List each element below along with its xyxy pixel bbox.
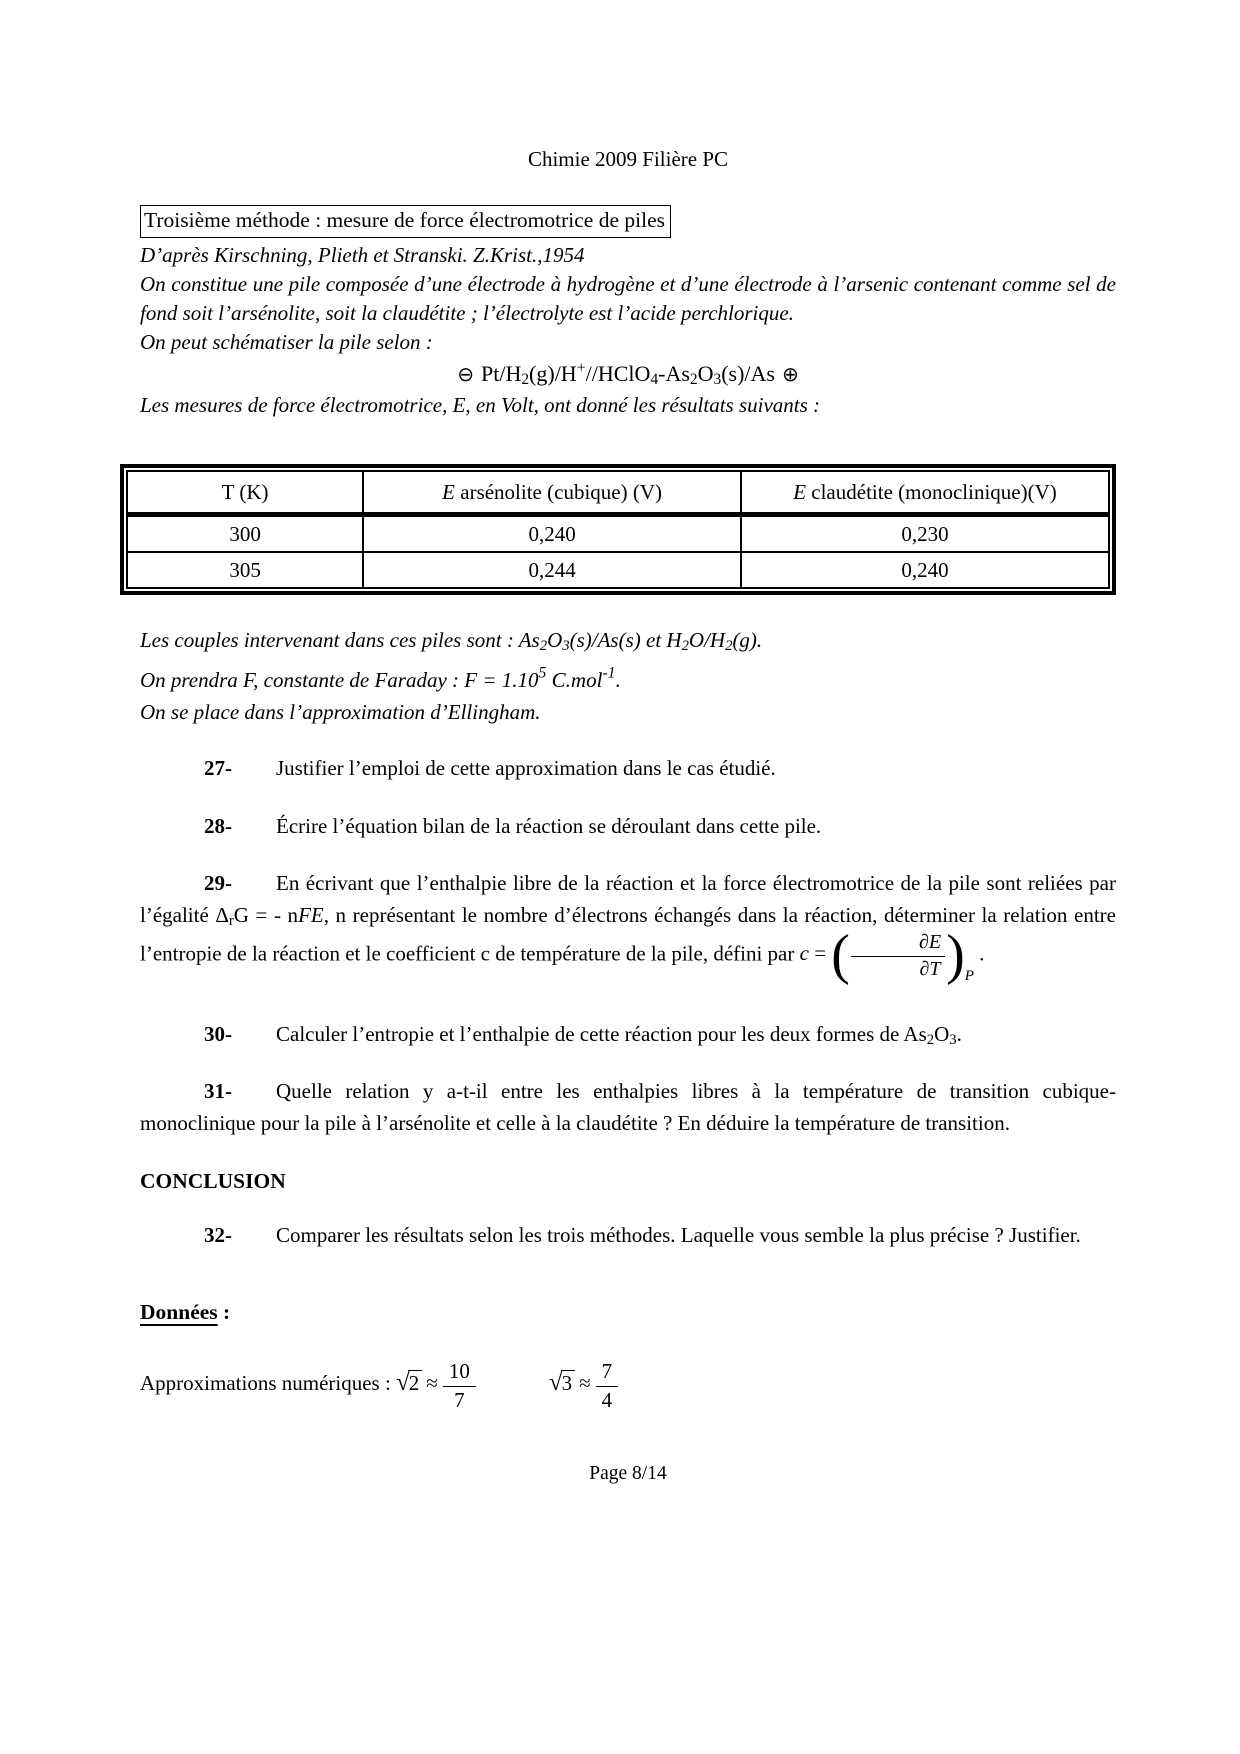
radical-sign: √ (548, 1368, 563, 1396)
question-32: 32- Comparer les résultats selon les trois méthodes. Laquelle vous semble la plus précise ? Justifier. (204, 1223, 1081, 1248)
data-section-heading: Données : (140, 1299, 231, 1324)
question-number: 27- (204, 756, 232, 780)
question-30: 30- Calculer l’entropie et l’enthalpie de cette réaction pour les deux formes de $As_2O_3$. (204, 1021, 962, 1048)
results-table (126, 470, 1110, 589)
pressure-subscript: P (964, 968, 974, 985)
cell-scheme-formula: ⊖ $Pt/H_2(g)/H^+//HClO_4-As_2O_3(s)/As$ ⊕ (457, 359, 799, 389)
approx-equal-sign: ≈ (579, 1370, 591, 1395)
radical-sign: √ (396, 1368, 410, 1396)
open-paren: ( (831, 924, 850, 987)
sqrt-3-expression: √3 (549, 1371, 575, 1395)
cell-t-305: 305 (127, 552, 363, 588)
numeric-approximations-line: Approximations numériques : √2 ≈ $\frac{10}{7}$ √3 ≈ $\frac{7}{4}$ (140, 1345, 1116, 1421)
circled-plus-icon: ⊕ (782, 362, 799, 386)
derivative-formula: c = ( $\frac{\partial E}{\partial T}$ )$_P$ (799, 924, 974, 987)
cell-e-arsenolite-305: 0,244 (363, 552, 741, 588)
question-28: 28- Écrire l’équation bilan de la réaction se déroulant dans cette pile. (204, 813, 822, 838)
intro-paragraph: On constitue une pile composée d’une électrode à hydrogène et d’une électrode à l’arsenic contenant comme sel de fond soit l’arsénolite, soit la claudétite ; l’électrolyte est l’acide perchlorique. (140, 272, 1116, 325)
conclusion-heading: CONCLUSION (140, 1169, 286, 1194)
question-27: 27- Justifier l’emploi de cette approximation dans le cas étudié. (204, 756, 776, 780)
cell-e-claudetite-305: 0,240 (741, 552, 1109, 588)
question-number: 28- (204, 813, 232, 838)
header-temperature: T (K) (127, 471, 363, 515)
fraction-7-4: $\frac{7}{4}$ (596, 1359, 619, 1411)
reference-line: D’après Kirschning, Plieth et Stranski. Z.Krist.,1954 (140, 243, 585, 267)
results-lead-line: Les mesures de force électromotrice, E, en Volt, ont donné les résultats suivants : (140, 393, 821, 417)
cell-e-claudetite-300: 0,230 (741, 515, 1109, 553)
ellingham-line: On se place dans l’approximation d’Ellingham. (140, 700, 541, 724)
table-row (127, 552, 1109, 588)
question-number: 30- (204, 1021, 232, 1046)
couples-line: Les couples intervenant dans ces piles sont : $As_2O_3(s)/As(s)$ et $H_2O/H_2(g)$. (140, 628, 763, 654)
cell-t-300: 300 (127, 515, 363, 553)
fraction-10-7: $\frac{10}{7}$ (443, 1359, 476, 1411)
scheme-lead-line: On peut schématiser la pile selon : (140, 330, 433, 354)
question-31: 31- Quelle relation y a-t-il entre les enthalpies libres à la température de transition cubique-monoclinique pour la pile à l’arsénolite et celle à la claudétite ? En déduire la température de transition. (140, 1079, 1116, 1135)
question-number: 31- (204, 1079, 232, 1104)
circled-minus-icon: ⊖ (457, 362, 474, 386)
page-number: Page 8/14 (589, 1462, 667, 1484)
question-29: 29- En écrivant que l’enthalpie libre de la réaction et la force électromotrice de la pile sont reliées par l’égalité $\Delta_rG$ = - nFE, n représentant le nombre d’électrons échangés dans la réaction, déterminer la relation entre l’entropie de la réaction et le coefficient c de température de la pile, défini par c = ( $\frac{\partial E}{\partial T}$ )$_P$ . (140, 871, 1116, 987)
faraday-line: On prendra F, constante de Faraday : $F = 1.10^5$ C.mol$^{-1}$. (140, 664, 621, 692)
question-number: 32- (204, 1223, 232, 1248)
approx-equal-sign: ≈ (426, 1370, 438, 1395)
boxed-section-heading: Troisième méthode : mesure de force électromotrice de piles (140, 205, 671, 238)
header-arsenolite: E arsénolite (cubique) (V) (363, 471, 741, 515)
header-claudetite: E claudétite (monoclinique)(V) (741, 471, 1109, 515)
sqrt-2-expression: √2 (396, 1371, 422, 1395)
table-header-row (127, 471, 1109, 515)
cell-e-arsenolite-300: 0,240 (363, 515, 741, 553)
section-heading-row (140, 174, 1116, 238)
page-title: Chimie 2009 Filière PC (527, 147, 729, 171)
table-row (127, 515, 1109, 553)
question-number: 29- (204, 871, 232, 895)
dE-dT-fraction: $\frac{\partial E}{\partial T}$ (851, 931, 945, 980)
results-table-wrapper (120, 464, 1116, 595)
close-paren: ) (946, 924, 965, 987)
